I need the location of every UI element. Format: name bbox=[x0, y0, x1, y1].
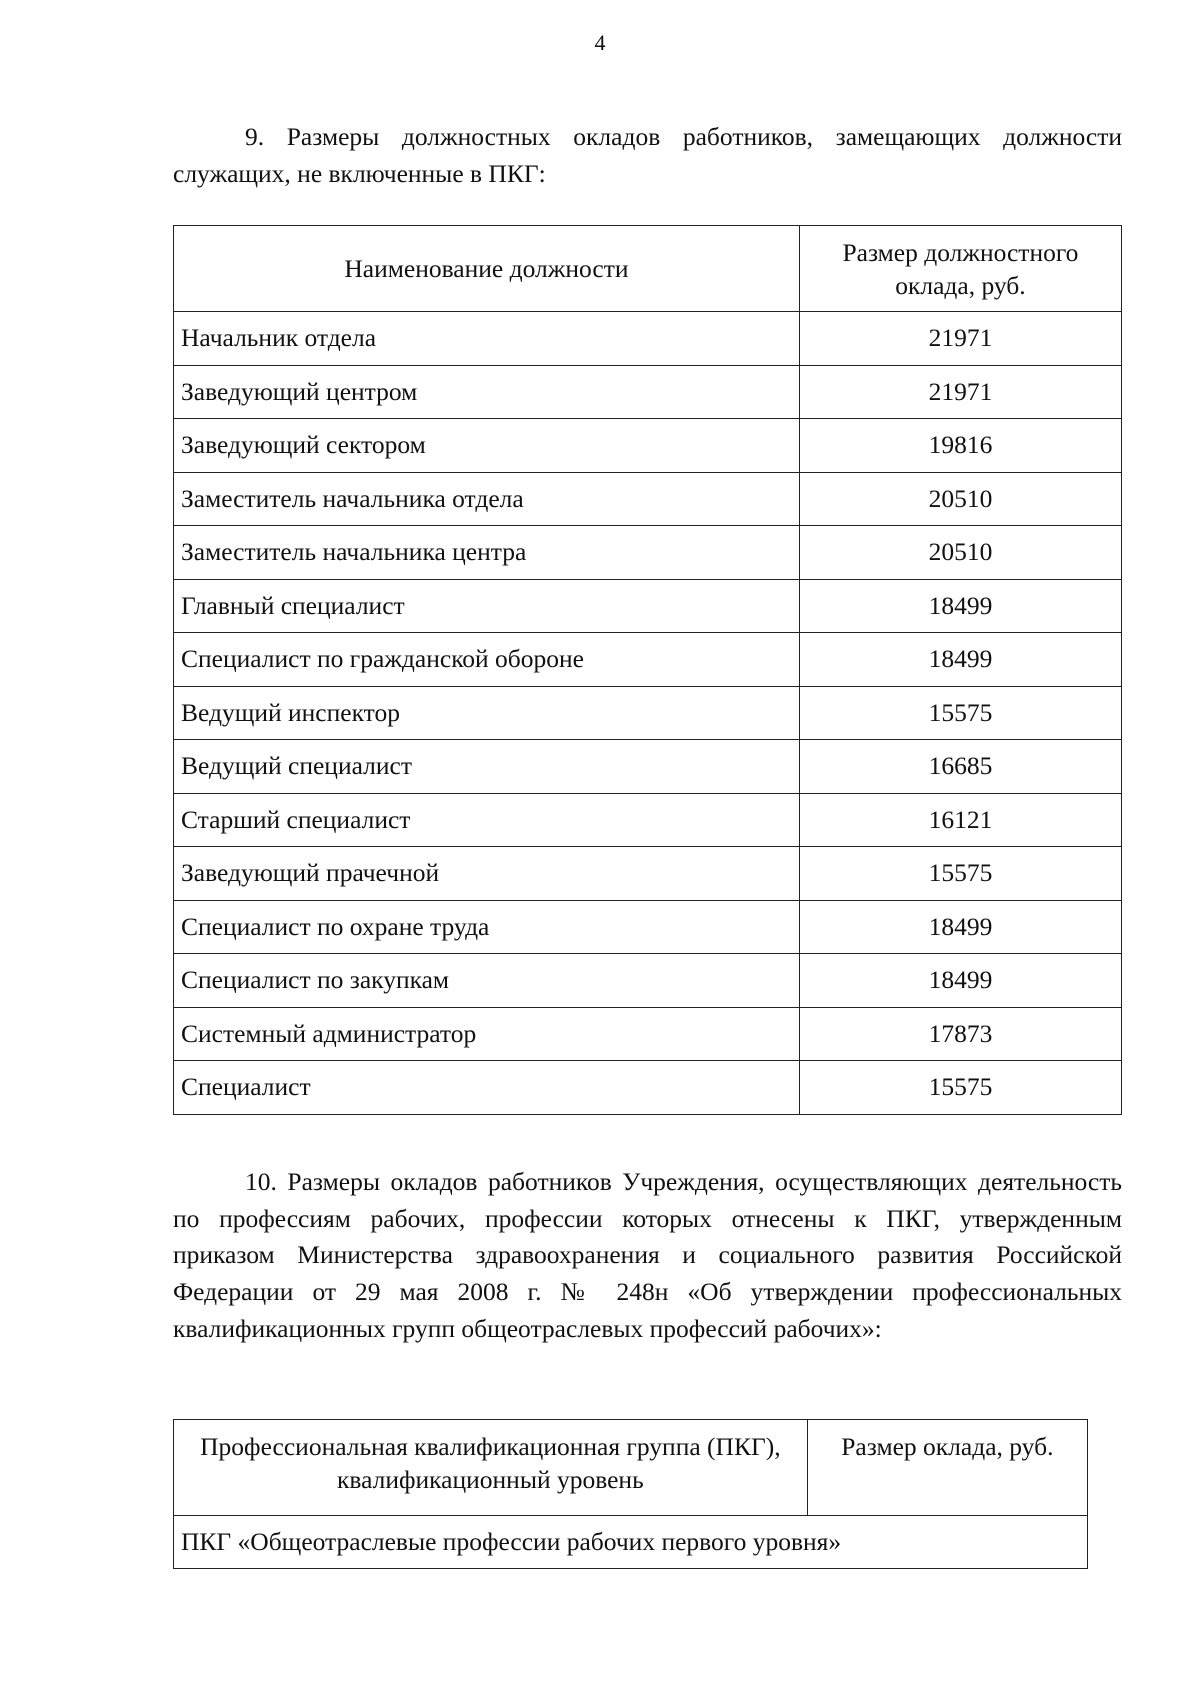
position-name: Старший специалист bbox=[174, 793, 800, 847]
table-row bbox=[174, 686, 1122, 740]
section-10-paragraph bbox=[173, 1164, 1122, 1348]
salary-amount: 15575 bbox=[799, 847, 1121, 901]
position-name: Ведущий специалист bbox=[174, 740, 800, 794]
pkg-group-row bbox=[174, 1516, 1088, 1569]
salary-amount: 19816 bbox=[799, 419, 1121, 473]
position-name: Заместитель начальника отдела bbox=[174, 472, 800, 526]
salary-table bbox=[173, 225, 1122, 1115]
table-row bbox=[174, 579, 1122, 633]
salary-amount: 15575 bbox=[799, 1061, 1121, 1115]
position-name: Заведующий центром bbox=[174, 365, 800, 419]
salary-amount: 18499 bbox=[799, 900, 1121, 954]
position-name: Заместитель начальника центра bbox=[174, 526, 800, 580]
page-number: 4 bbox=[594, 30, 606, 55]
table-row bbox=[174, 793, 1122, 847]
salary-amount: 18499 bbox=[799, 633, 1121, 687]
pkg-table bbox=[173, 1419, 1088, 1569]
position-name: Специалист по закупкам bbox=[174, 954, 800, 1008]
salary-amount: 16121 bbox=[799, 793, 1121, 847]
salary-amount: 17873 bbox=[799, 1007, 1121, 1061]
table-row bbox=[174, 847, 1122, 901]
table-row bbox=[174, 312, 1122, 366]
table-row bbox=[174, 472, 1122, 526]
position-name: Системный администратор bbox=[174, 1007, 800, 1061]
table-row bbox=[174, 900, 1122, 954]
position-name: Специалист bbox=[174, 1061, 800, 1115]
salary-table-header-row bbox=[174, 226, 1122, 312]
salary-amount: 21971 bbox=[799, 365, 1121, 419]
section-9-number: 9. bbox=[245, 122, 265, 151]
salary-amount: 20510 bbox=[799, 526, 1121, 580]
salary-amount: 16685 bbox=[799, 740, 1121, 794]
salary-amount: 18499 bbox=[799, 579, 1121, 633]
section-10-text: Размеры окладов работников Учреждения, осуществляющих деятельность по профессиям рабочих, профессии которых отнесены к ПКГ, утвержденным приказом Министерства здравоохранения и социального развития Российской Федерации от 29 мая 2008 г. № 248н «Об утверждении профессиональных квалификационных групп общеотраслевых профессий рабочих»: bbox=[173, 1167, 1123, 1343]
table-row bbox=[174, 419, 1122, 473]
salary-amount: 18499 bbox=[799, 954, 1121, 1008]
salary-amount: 21971 bbox=[799, 312, 1121, 366]
pkg-group-title: ПКГ «Общеотраслевые профессии рабочих первого уровня» bbox=[174, 1516, 1088, 1569]
position-name: Главный специалист bbox=[174, 579, 800, 633]
table-row bbox=[174, 633, 1122, 687]
header-salary-amount: Размер должностного оклада, руб. bbox=[799, 226, 1121, 312]
position-name: Специалист по гражданской обороне bbox=[174, 633, 800, 687]
table-row bbox=[174, 1061, 1122, 1115]
section-10-number: 10. bbox=[245, 1167, 277, 1196]
position-name: Начальник отдела bbox=[174, 312, 800, 366]
salary-amount: 15575 bbox=[799, 686, 1121, 740]
header-pkg-amount: Размер оклада, руб. bbox=[807, 1420, 1087, 1516]
table-row bbox=[174, 954, 1122, 1008]
table-row bbox=[174, 1007, 1122, 1061]
section-9-text: Размеры должностных окладов работников, замещающих должности служащих, не включенные в ПКГ: bbox=[173, 122, 1123, 188]
pkg-table-header-row bbox=[174, 1420, 1088, 1516]
section-9-paragraph bbox=[173, 118, 1122, 192]
position-name: Заведующий прачечной bbox=[174, 847, 800, 901]
table-row bbox=[174, 365, 1122, 419]
position-name: Ведущий инспектор bbox=[174, 686, 800, 740]
salary-amount: 20510 bbox=[799, 472, 1121, 526]
header-pkg-group: Профессиональная квалификационная группа (ПКГ), квалификационный уровень bbox=[174, 1420, 808, 1516]
position-name: Заведующий сектором bbox=[174, 419, 800, 473]
header-position-name: Наименование должности bbox=[174, 226, 800, 312]
table-row bbox=[174, 526, 1122, 580]
table-row bbox=[174, 740, 1122, 794]
position-name: Специалист по охране труда bbox=[174, 900, 800, 954]
